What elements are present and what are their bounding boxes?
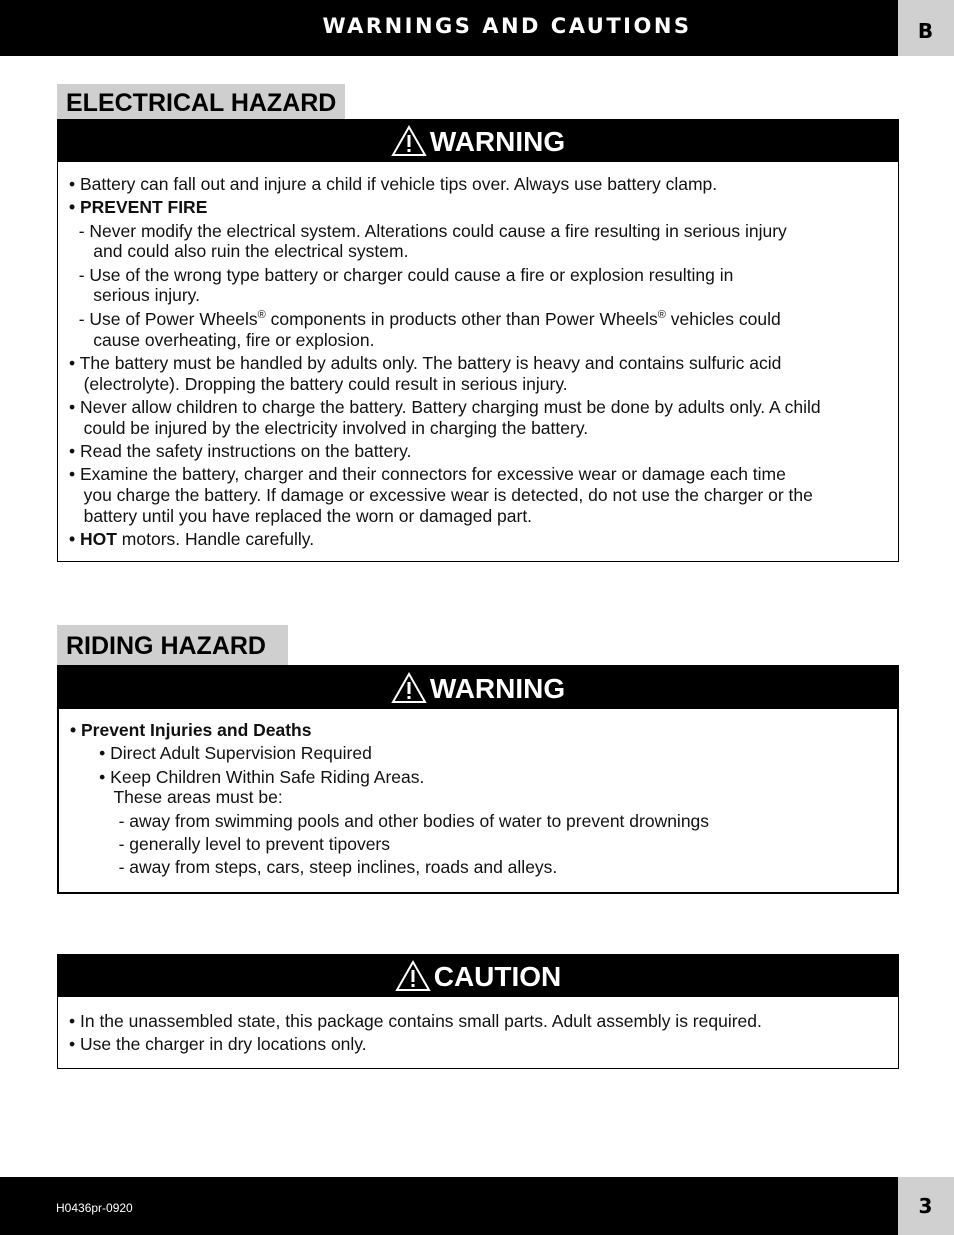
section-letter-tab: B: [898, 0, 954, 56]
list-item: serious injury.: [69, 285, 200, 306]
warning-triangle-icon: [391, 672, 427, 704]
riding-warning-box: [57, 665, 899, 894]
riding-hazard-tab: RIDING HAZARD: [57, 625, 288, 666]
caution-box: [57, 954, 899, 1069]
warning-label: WARNING: [429, 126, 566, 157]
header-bar: [0, 0, 898, 56]
list-item: battery until you have replaced the worn or damaged part.: [69, 505, 533, 526]
list-item: • Direct Adult Supervision Required: [70, 743, 372, 764]
warning-label: WARNING: [429, 673, 566, 704]
caution-banner: [58, 955, 898, 997]
registered-mark: ®: [657, 308, 666, 321]
list-item: • In the unassembled state, this package contains small parts. Adult assembly is required.: [69, 1011, 762, 1031]
warning-triangle-icon: [395, 960, 431, 992]
warning-banner: [58, 120, 898, 162]
list-item: you charge the battery. If damage or excessive wear is detected, do not use the charger or the: [69, 485, 813, 506]
list-item: - Use of Power Wheels® components in products other than Power Wheels® vehicles could: [69, 308, 781, 329]
document-code: H0436pr-0920: [56, 1201, 133, 1215]
page-number: 3: [898, 1177, 954, 1235]
warning-triangle-icon: [391, 125, 427, 157]
electrical-warning-box: [57, 119, 899, 562]
caution-text: [58, 997, 898, 1055]
list-item: - away from steps, cars, steep inclines, roads and alleys.: [70, 857, 558, 878]
riding-warning-text: [59, 709, 897, 878]
list-item: • Read the safety instructions on the battery.: [69, 441, 412, 462]
list-item: • PREVENT FIRE: [69, 197, 208, 218]
electrical-hazard-tab: ELECTRICAL HAZARD: [57, 84, 345, 120]
electrical-warning-text: [58, 162, 898, 550]
page-title: WARNINGS AND CAUTIONS: [322, 14, 692, 38]
list-item: - Use of the wrong type battery or charger could cause a fire or explosion resulting in: [69, 264, 734, 285]
list-item: and could also ruin the electrical system.: [69, 241, 409, 262]
list-item: could be injured by the electricity involved in charging the battery.: [69, 417, 589, 438]
list-item: These areas must be:: [70, 787, 283, 808]
caution-label: CAUTION: [433, 961, 562, 992]
list-item: • Keep Children Within Safe Riding Areas.: [70, 766, 425, 787]
list-item: - Never modify the electrical system. Alterations could cause a fire resulting in serious injury: [69, 220, 787, 241]
list-item: - generally level to prevent tipovers: [70, 833, 391, 854]
list-item: • Use the charger in dry locations only.: [69, 1034, 367, 1055]
list-item: • Battery can fall out and injure a child if vehicle tips over. Always use battery clamp.: [69, 174, 718, 194]
list-item: • Never allow children to charge the battery. Battery charging must be done by adults only. A child: [69, 396, 821, 417]
list-item: cause overheating, fire or explosion.: [69, 329, 375, 350]
list-item: • The battery must be handled by adults only. The battery is heavy and contains sulfuric acid: [69, 352, 782, 373]
registered-mark: ®: [257, 308, 266, 321]
list-item: • Examine the battery, charger and their connectors for excessive wear or damage each time: [69, 464, 786, 485]
list-item: • Prevent Injuries and Deaths: [70, 720, 312, 740]
warning-banner: [59, 667, 897, 709]
footer-bar: [0, 1177, 898, 1235]
list-item: • HOT motors. Handle carefully.: [69, 529, 315, 550]
list-item: (electrolyte). Dropping the battery could result in serious injury.: [69, 373, 568, 394]
list-item: - away from swimming pools and other bodies of water to prevent drownings: [70, 810, 710, 831]
